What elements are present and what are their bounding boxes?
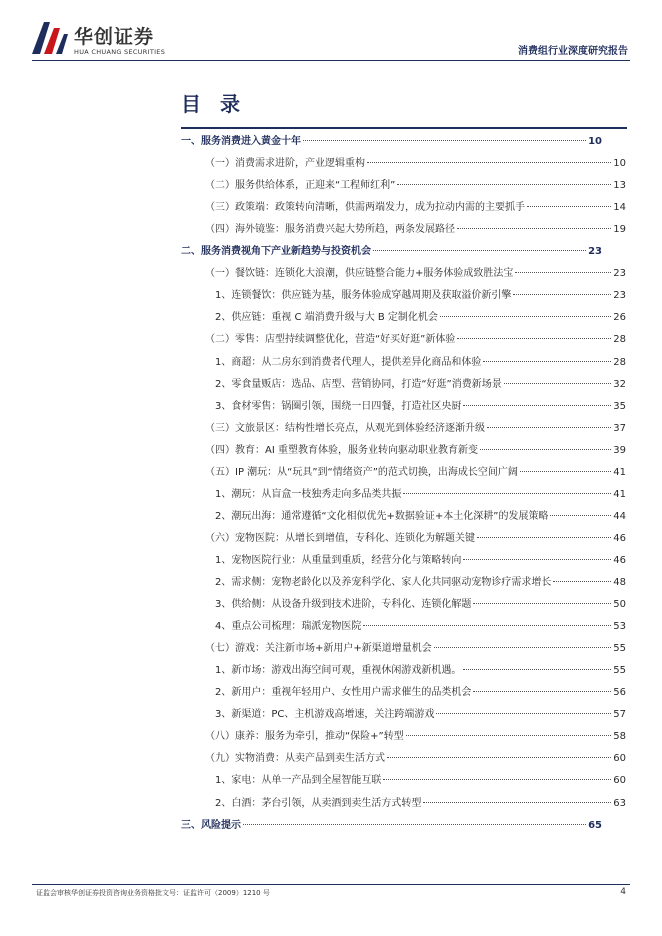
toc-dot-leader [243, 823, 586, 825]
toc-entry-page: 63 [613, 797, 626, 809]
toc-entry[interactable] [215, 508, 626, 526]
toc-dot-leader [463, 404, 611, 406]
toc-dot-leader [406, 734, 612, 736]
toc-entry[interactable] [205, 530, 626, 548]
toc-entry-title: （四）海外镜鉴：服务消费兴起大势所趋，两条发展路径 [205, 224, 455, 236]
toc-entry-title: 一、服务消费进入黄金十年 [181, 136, 301, 147]
company-logo [30, 18, 200, 62]
toc-dot-leader [487, 426, 611, 428]
toc-entry[interactable] [215, 795, 626, 813]
toc-entry-title: （二）服务供给体系，正迎来“工程师红利” [205, 180, 396, 192]
toc-entry-title: （三）文旅景区：结构性增长亮点，从观光到体验经济逐渐升级 [205, 422, 485, 434]
toc-entry[interactable] [215, 309, 626, 327]
toc-entry-page: 41 [613, 466, 626, 478]
toc-dot-leader [504, 382, 612, 384]
toc-entry[interactable] [215, 684, 626, 702]
footer-disclaimer: 证监会审核华创证券投资咨询业务资格批文号：证监许可（2009）1210 号 [36, 889, 270, 897]
logo-english-name: HUA CHUANG SECURITIES [74, 48, 166, 56]
toc-entry-page: 41 [613, 488, 626, 500]
toc-dot-leader [520, 470, 611, 472]
toc-dot-leader [434, 646, 612, 648]
toc-dot-leader [423, 801, 611, 803]
toc-entry-page: 44 [613, 510, 626, 522]
toc-dot-leader [550, 514, 611, 516]
toc-entry[interactable] [181, 817, 602, 835]
toc-entry-page: 28 [613, 334, 626, 346]
toc-dot-leader [483, 360, 611, 362]
toc-entry[interactable] [205, 728, 626, 746]
toc-entry-page: 26 [613, 312, 626, 324]
toc-entry-page: 37 [613, 422, 626, 434]
toc-entry[interactable] [205, 464, 626, 482]
toc-entry[interactable] [205, 221, 626, 239]
toc-dot-leader [480, 448, 611, 450]
toc-entry-title: 2、供应链：重视 C 端消费升级与大 B 定制化机会 [215, 312, 438, 324]
toc-dot-leader [473, 690, 611, 692]
toc-entry[interactable] [205, 155, 626, 173]
footer-divider [32, 884, 630, 885]
toc-entry-title: 2、白酒：茅台引领，从卖酒到卖生活方式转型 [215, 797, 422, 809]
toc-entry-title: 3、食材零售：锅圈引领，围绕一日四餐，打造社区央厨 [215, 400, 462, 412]
toc-entry-title: 1、潮玩：从盲盒一枝独秀走向多品类共振 [215, 488, 402, 500]
toc-entry[interactable] [205, 177, 626, 195]
toc-entry[interactable] [215, 398, 626, 416]
toc-entry-title: 3、新渠道：PC、主机游戏高增速，关注跨端游戏 [215, 709, 435, 721]
toc-dot-leader [383, 778, 611, 780]
toc-entry-title: 2、需求侧：宠物老龄化以及养宠科学化、家人化共同驱动宠物诊疗需求增长 [215, 577, 552, 588]
toc-entry-page: 32 [613, 378, 626, 390]
toc-dot-leader [457, 337, 611, 339]
logo-mark-icon [30, 18, 70, 56]
toc-entry[interactable] [215, 618, 626, 636]
toc-entry[interactable] [205, 640, 626, 658]
toc-entry-page: 39 [613, 444, 626, 456]
toc-entry-title: （七）游戏：关注新市场+新用户+新渠道增量机会 [205, 643, 432, 655]
toc-dot-leader [403, 492, 611, 494]
toc-entry[interactable] [215, 287, 626, 305]
toc-entry[interactable] [205, 420, 626, 438]
toc-entry-page: 57 [613, 709, 626, 721]
toc-entry-title: （八）康养：服务为牵引，推动“保险+”转型 [205, 731, 404, 743]
report-title: 消费组行业深度研究报告 [518, 46, 628, 57]
toc-dot-leader [463, 668, 611, 670]
toc-heading-divider [181, 127, 627, 129]
toc-dot-leader [473, 602, 611, 604]
toc-entry-title: （二）零售：店型持续调整优化，营造“好买好逛”新体验 [205, 334, 456, 346]
toc-entry-title: 二、服务消费视角下产业新趋势与投资机会 [181, 246, 371, 258]
toc-dot-leader [397, 183, 611, 185]
logo-chinese-name: 华创证券 [74, 26, 155, 48]
toc-entry-page: 48 [613, 577, 626, 588]
toc-entry-page: 55 [613, 665, 626, 677]
toc-entry-title: 2、零食量贩店：选品、店型、营销协同，打造“好逛”消费新场景 [215, 378, 502, 390]
toc-entry[interactable] [181, 133, 602, 151]
toc-entry-page: 23 [588, 246, 602, 258]
toc-entry-title: 1、新市场：游戏出海空间可观，重视休闲游戏新机遇。 [215, 665, 462, 677]
toc-entry-title: 2、潮玩出海：通常遵循“文化相似优先+数据验证+本土化深耕”的发展策略 [215, 510, 549, 522]
toc-entry[interactable] [215, 354, 626, 372]
toc-dot-leader [513, 293, 611, 295]
toc-dot-leader [553, 580, 611, 582]
toc-entry-title: （五）IP 潮玩：从“玩具”到“情绪资产”的范式切换，出海成长空间广阔 [205, 466, 518, 478]
toc-entry[interactable] [205, 750, 626, 768]
toc-entry-page: 10 [588, 136, 602, 147]
toc-entry-page: 53 [613, 621, 626, 633]
toc-entry[interactable] [205, 331, 626, 349]
toc-entry[interactable] [215, 706, 626, 724]
toc-entry-page: 56 [613, 687, 626, 699]
toc-heading: 目 录 [181, 92, 246, 116]
toc-entry-page: 10 [613, 158, 626, 170]
toc-entry-page: 60 [613, 753, 626, 765]
toc-dot-leader [373, 249, 586, 251]
toc-dot-leader [436, 712, 611, 714]
toc-entry-page: 19 [613, 224, 626, 236]
toc-entry-title: 1、家电：从单一产品到全屋智能互联 [215, 775, 382, 787]
header-divider [32, 60, 630, 61]
toc-entry-page: 35 [613, 400, 626, 412]
toc-entry-page: 65 [588, 819, 602, 831]
toc-entry-title: （六）宠物医院：从增长到增值，专科化、连锁化为解题关键 [205, 532, 475, 544]
toc-entry-title: 2、新用户：重视年轻用户、女性用户需求催生的品类机会 [215, 687, 472, 699]
toc-entry-title: 三、风险提示 [181, 819, 241, 831]
toc-entry-title: 4、重点公司梳理：瑞派宠物医院 [215, 621, 362, 633]
toc-entry[interactable] [215, 662, 626, 680]
toc-entry-page: 28 [613, 356, 626, 368]
toc-dot-leader [457, 227, 611, 229]
toc-entry[interactable] [215, 772, 626, 790]
toc-entry[interactable] [205, 265, 626, 283]
toc-dot-leader [515, 271, 611, 273]
toc-entry[interactable] [205, 199, 626, 217]
toc-entry-page: 55 [613, 643, 626, 655]
toc-dot-leader [440, 315, 611, 317]
toc-entry-title: （一）消费需求进阶，产业逻辑重构 [205, 158, 365, 170]
toc-entry-page: 23 [613, 268, 626, 280]
toc-entry-title: （四）教育：AI 重塑教育体验，服务业转向驱动职业教育新变 [205, 444, 478, 456]
toc-entry-page: 13 [613, 180, 626, 192]
toc-dot-leader [477, 536, 611, 538]
toc-entry[interactable] [215, 574, 626, 592]
toc-entry-title: 1、商超：从二房东到消费者代理人，提供差异化商品和体验 [215, 356, 482, 368]
toc-dot-leader [367, 161, 611, 163]
toc-entry-page: 58 [613, 731, 626, 743]
toc-entry-title: （三）政策端：政策转向清晰，供需两端发力，成为拉动内需的主要抓手 [205, 202, 525, 214]
toc-entry-page: 60 [613, 775, 626, 787]
toc-dot-leader [463, 558, 611, 560]
toc-entry-page: 14 [613, 202, 626, 214]
toc-dot-leader [527, 205, 611, 207]
toc-entry[interactable] [215, 486, 626, 504]
toc-entry-title: 3、供给侧：从设备升级到技术进阶，专科化、连锁化解题 [215, 599, 472, 611]
toc-entry-page: 50 [613, 599, 626, 611]
toc-entry-title: （九）实物消费：从卖产品到卖生活方式 [205, 753, 385, 765]
toc-entry[interactable] [215, 596, 626, 614]
toc-entry-title: 1、连锁餐饮：供应链为基，服务体验成穿越周期及获取溢价新引擎 [215, 290, 512, 302]
toc-entry[interactable] [215, 552, 626, 570]
toc-dot-leader [303, 139, 586, 141]
toc-entry[interactable] [215, 376, 626, 394]
toc-entry-title: 1、宠物医院行业：从重量到重质，经营分化与策略转向 [215, 554, 462, 566]
page-number: 4 [620, 887, 626, 897]
toc-dot-leader [387, 756, 611, 758]
toc-entry[interactable] [181, 243, 602, 261]
toc-entry-title: （一）餐饮链：连锁化大浪潮，供应链整合能力+服务体验成致胜法宝 [205, 268, 514, 280]
toc-dot-leader [363, 624, 611, 626]
toc-entry-page: 46 [613, 532, 626, 544]
toc-entry[interactable] [205, 442, 626, 460]
toc-entry-page: 46 [613, 554, 626, 566]
toc-entry-page: 23 [613, 290, 626, 302]
